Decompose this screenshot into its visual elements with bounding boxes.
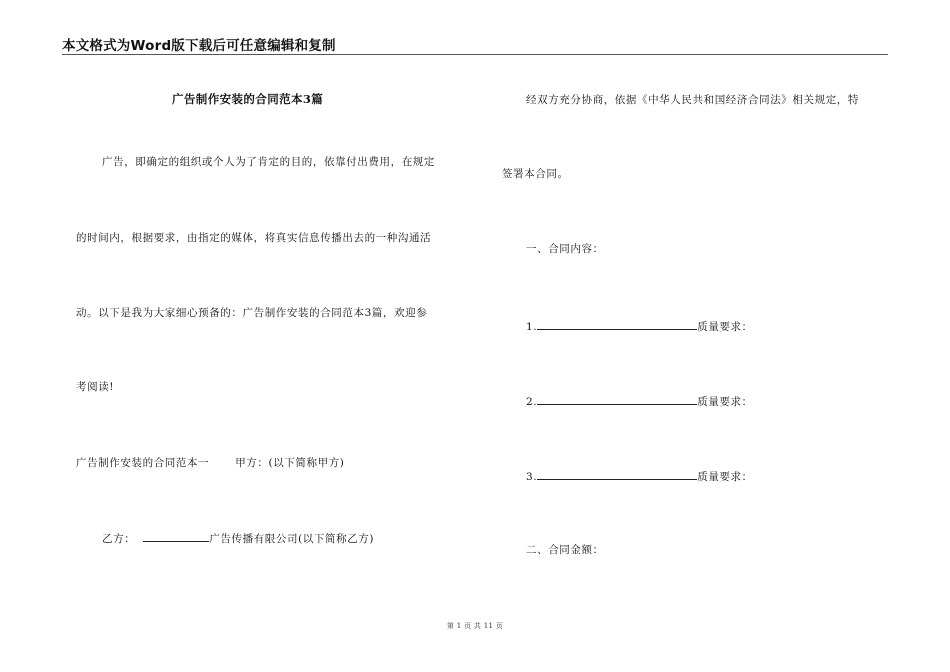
footer-mid: 页 共	[464, 622, 482, 630]
header-text: 本文格式为Word版下载后可任意编辑和复制	[62, 38, 336, 54]
party-b-line	[102, 530, 374, 546]
content-heading: 一、合同内容：	[526, 243, 604, 255]
party-b-prefix: 乙方：	[102, 533, 136, 545]
intro-line-2: 的时间内，根据要求，由指定的媒体，将真实信息传播出去的一种沟通活	[76, 232, 432, 244]
party-b-blank	[143, 530, 209, 542]
intro-line-1: 广告，即确定的组织或个人为了肯定的目的，依靠付出费用，在规定	[102, 156, 435, 168]
item-2-label: 质量要求：	[697, 396, 753, 408]
item-2-number: 2.	[526, 396, 538, 408]
right-column	[502, 0, 892, 672]
page-footer	[0, 621, 950, 631]
item-1	[526, 318, 753, 334]
item-2	[526, 393, 753, 409]
item-3-blank	[537, 468, 697, 480]
item-1-label: 质量要求：	[697, 321, 753, 333]
left-column	[76, 0, 468, 672]
section-label: 广告制作安装的合同范本一	[76, 457, 210, 469]
item-3-number: 3.	[526, 471, 538, 483]
party-a-label: 甲方：(以下简称甲方)	[235, 457, 345, 469]
item-2-blank	[537, 393, 697, 405]
section-line	[76, 456, 345, 470]
intro-line-3: 动。以下是我为大家细心预备的：广告制作安装的合同范本3篇，欢迎参	[76, 307, 428, 319]
footer-current-page: 1	[456, 622, 462, 630]
item-3	[526, 468, 753, 484]
footer-prefix: 第	[446, 622, 455, 630]
amount-heading: 二、合同金额：	[526, 544, 604, 556]
item-3-label: 质量要求：	[697, 471, 753, 483]
item-1-number: 1.	[526, 321, 538, 333]
party-b-suffix: 广告传播有限公司(以下简称乙方)	[209, 533, 375, 545]
agreement-line-2: 签署本合同。	[502, 168, 569, 180]
agreement-line-1: 经双方充分协商，依据《中华人民共和国经济合同法》相关规定，特	[526, 94, 859, 106]
footer-total-pages: 11	[483, 622, 494, 630]
intro-line-4: 考阅读!	[76, 381, 115, 393]
item-1-blank	[537, 318, 697, 330]
footer-suffix: 页	[495, 622, 504, 630]
document-title: 广告制作安装的合同范本3篇	[172, 92, 324, 106]
